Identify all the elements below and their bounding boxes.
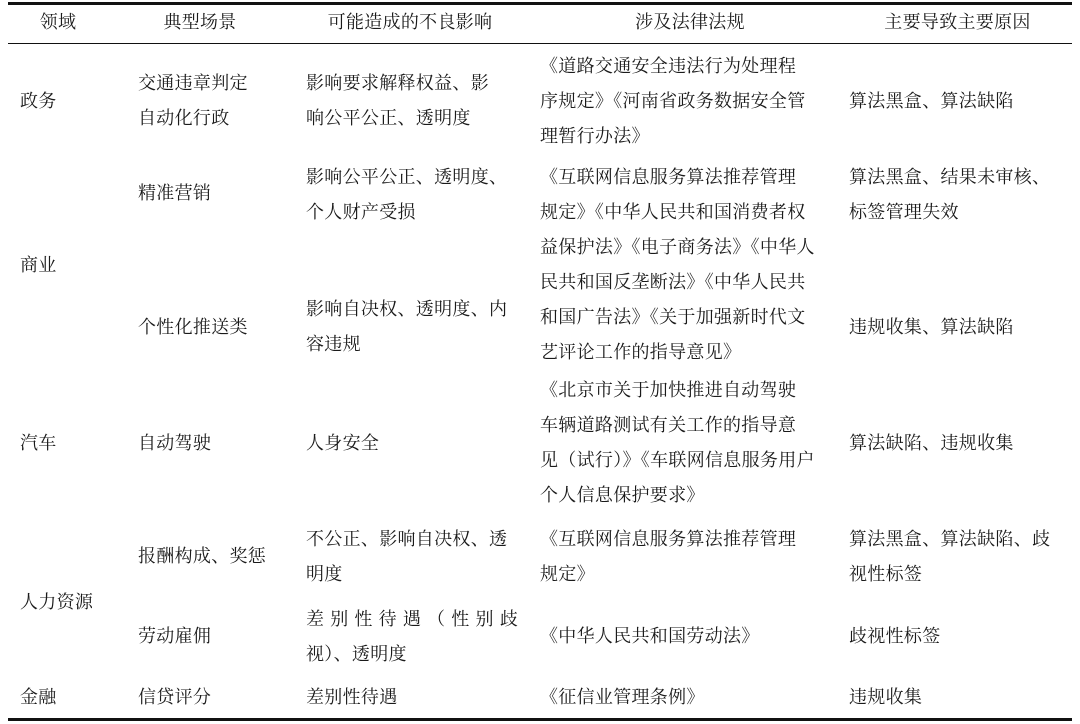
scenario-hr-2: 劳动雇佣 [138, 626, 212, 647]
laws-hr-1 [540, 522, 796, 592]
cause-gov: 算法黑盒、算法缺陷 [849, 91, 1014, 112]
cause-auto: 算法缺陷、违规收集 [849, 433, 1014, 454]
laws-line: 个人信息保护要求》 [540, 485, 705, 506]
cause-line: 算法黑盒、结果未审核、 [849, 167, 1051, 188]
header-impact: 可能造成的不良影响 [327, 12, 493, 33]
cause-line: 算法黑盒、算法缺陷、歧 [849, 529, 1051, 550]
impact-biz-1 [306, 160, 507, 230]
cause-biz-2: 违规收集、算法缺陷 [849, 317, 1014, 338]
impact-hr-1 [306, 522, 507, 592]
cause-biz-1 [849, 160, 1050, 230]
impact-line: 响公平公正、透明度 [306, 108, 471, 129]
scenario-biz-1: 精准营销 [138, 183, 212, 204]
impact-fin: 差别性待遇 [306, 687, 398, 708]
laws-line: 《北京市关于加快推进自动驾驶 [540, 380, 797, 401]
scenario-fin: 信贷评分 [138, 687, 212, 708]
impact-line: 个人财产受损 [306, 202, 416, 223]
header-domain: 领域 [39, 12, 77, 33]
cause-fin: 违规收集 [849, 687, 923, 708]
impact-auto: 人身安全 [306, 433, 380, 454]
cause-line: 标签管理失效 [849, 202, 959, 223]
laws-line: 艺评论工作的指导意见》 [540, 342, 742, 363]
table-bottom-rule [8, 718, 1072, 721]
laws-auto [540, 373, 815, 513]
impact-line: 影响自决权、透明度、内 [306, 299, 508, 320]
domain-gov: 政务 [20, 91, 57, 112]
laws-line: 规定》 [540, 564, 595, 585]
scenario-line: 自动化行政 [138, 108, 230, 129]
scenario-hr-1: 报酬构成、奖惩 [138, 546, 267, 567]
scenario-auto: 自动驾驶 [138, 433, 212, 454]
laws-biz [540, 160, 815, 370]
laws-line: 《道路交通安全违法行为处理程 [540, 56, 797, 77]
impact-biz-2 [306, 292, 507, 362]
laws-line: 和国广告法》《关于加强新时代文 [540, 307, 806, 328]
cause-line: 视性标签 [849, 564, 923, 585]
domain-hr: 人力资源 [20, 592, 94, 613]
impact-line: 不公正、影响自决权、透 [306, 529, 508, 550]
laws-gov [540, 49, 806, 154]
laws-line: 民共和国反垄断法》《中华人民共 [540, 272, 806, 293]
impact-line: 视）、透明度 [306, 644, 407, 665]
impact-line: 差别性待遇（性别歧 [306, 609, 518, 630]
impact-hr-2 [306, 602, 518, 672]
scenario-biz-2: 个性化推送类 [138, 317, 248, 338]
header-rule [8, 43, 1072, 44]
header-laws: 涉及法律法规 [635, 12, 745, 33]
cause-hr-2: 歧视性标签 [849, 626, 941, 647]
domain-fin: 金融 [20, 687, 57, 708]
scenario-line: 交通违章判定 [138, 73, 248, 94]
impact-line: 影响要求解释权益、影 [306, 73, 489, 94]
impact-line: 影响公平公正、透明度、 [306, 167, 508, 188]
domain-auto: 汽车 [20, 433, 57, 454]
impact-line: 明度 [306, 564, 343, 585]
laws-fin: 《征信业管理条例》 [540, 687, 705, 708]
laws-line: 《互联网信息服务算法推荐管理 [540, 529, 797, 550]
laws-line: 理暂行办法》 [540, 126, 650, 147]
domain-biz: 商业 [20, 255, 57, 276]
header-cause: 主要导致主要原因 [884, 12, 1031, 33]
laws-line: 《互联网信息服务算法推荐管理 [540, 167, 797, 188]
impact-line: 容违规 [306, 334, 361, 355]
scenario-gov [138, 66, 248, 136]
header-scenario: 典型场景 [163, 12, 237, 33]
laws-line: 序规定》《河南省政务数据安全管 [540, 91, 806, 112]
laws-line: 车辆道路测试有关工作的指导意 [540, 415, 797, 436]
impact-gov [306, 66, 489, 136]
laws-hr-2: 《中华人民共和国劳动法》 [540, 626, 760, 647]
laws-line: 规定》《中华人民共和国消费者权 [540, 202, 806, 223]
cause-hr-1 [849, 522, 1050, 592]
laws-line: 见（试行）》《车联网信息服务用户 [540, 450, 815, 471]
laws-line: 益保护法》《电子商务法》《中华人 [540, 237, 815, 258]
